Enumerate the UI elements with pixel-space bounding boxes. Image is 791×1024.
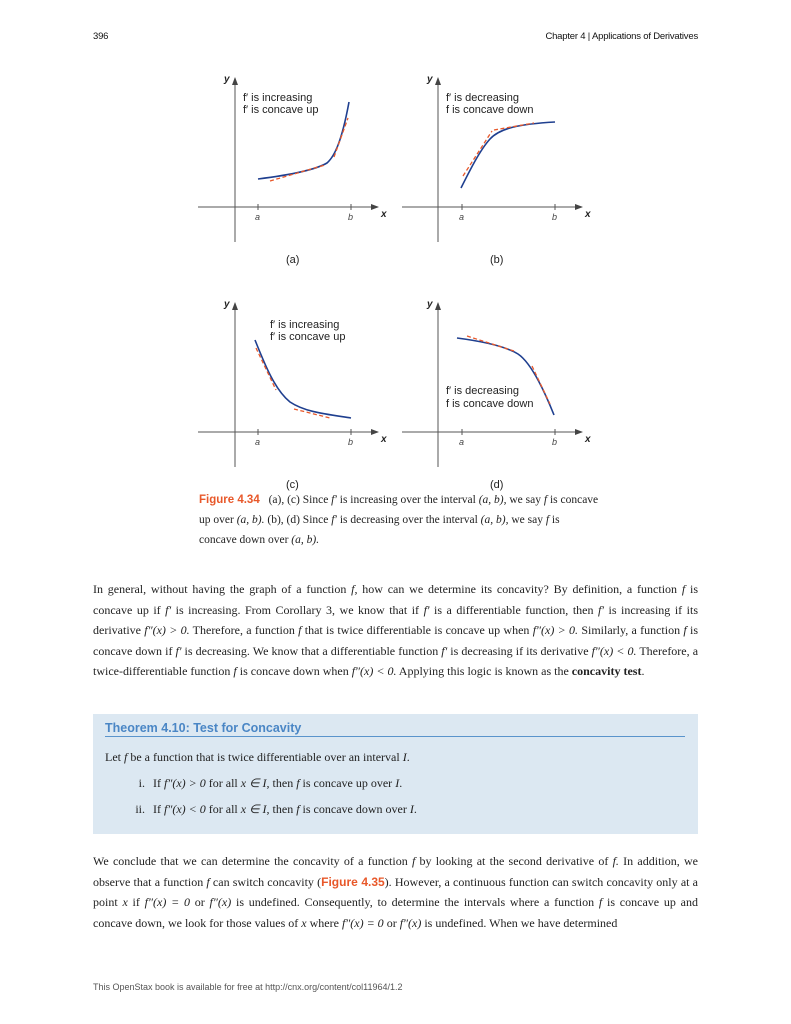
math: f. (612, 854, 619, 868)
math: f (206, 874, 210, 889)
text: we know that if (335, 602, 424, 617)
panel-a (198, 74, 387, 266)
figure-caption (199, 490, 599, 550)
key-term: concavity test (571, 664, 642, 678)
caption-text: is concave up over (199, 494, 599, 526)
text: is concave up and concave down, we look for those values of (93, 895, 699, 930)
math: f (296, 776, 300, 790)
paragraph-switch-concavity (93, 851, 698, 933)
math: f (598, 895, 603, 909)
math: x ∈ I, (240, 776, 270, 790)
tangent-line-1 (463, 131, 492, 176)
curve (461, 122, 555, 188)
math: f″(x) > 0. (532, 623, 579, 637)
caption-text: we say (511, 514, 543, 526)
panel-c (198, 299, 387, 491)
text: where (306, 915, 342, 930)
text: if (127, 895, 145, 909)
x-axis-label: x (381, 434, 387, 445)
annotation-line2: f is concave down (446, 104, 534, 116)
text: If (153, 776, 164, 790)
math: f′ (423, 602, 430, 617)
page-number: 396 (93, 31, 109, 42)
item-number: ii. (135, 802, 145, 816)
x-axis-label: x (585, 209, 591, 220)
math: f″(x) > 0. (144, 623, 190, 637)
math: f″(x) (209, 895, 232, 909)
text: how can we determine its concavity? By definition, a function (357, 582, 682, 596)
tick-label-b: b (552, 437, 558, 447)
text: . (413, 802, 417, 816)
text: . (641, 664, 645, 678)
math: f′ (441, 643, 448, 658)
tick-label-a: a (459, 212, 465, 222)
math: f″(x) < 0. (591, 643, 637, 658)
math: f (298, 623, 302, 637)
footer-license[interactable]: This OpenStax book is available for free at http://cnx.org/content/col11964/1.2 (93, 982, 403, 992)
math: f (296, 802, 300, 816)
math: f″(x) = 0 (144, 895, 190, 909)
math: x (122, 895, 128, 909)
theorem-intro (105, 744, 417, 770)
text: that is twice differentiable is concave up when (301, 623, 533, 637)
text: ). However, a continuous function can switch concavity only at a point (93, 874, 698, 909)
text: by looking at the second derivative of (415, 854, 613, 868)
tick-label-b: b (552, 212, 558, 222)
text: or (189, 895, 210, 909)
text: can switch concavity ( (209, 874, 322, 889)
text: Therefore, a twice-differentiable function (93, 643, 699, 678)
annotation-line2: f′ is concave up (270, 331, 346, 343)
text: . (399, 776, 403, 790)
x-axis-label: x (381, 209, 387, 220)
annotation-line1: f′ is increasing (270, 319, 340, 331)
curve (255, 340, 351, 418)
math: f′ (165, 602, 172, 617)
y-axis-label: y (427, 299, 433, 310)
tangent-line-2 (334, 118, 348, 157)
text: is undefined. Consequently, to determine the intervals where a function (231, 895, 599, 909)
math: (a, b). (236, 514, 265, 526)
text: is undefined. When we have determined (421, 915, 618, 930)
caption-text: is concave down over (199, 514, 560, 546)
text: Let (105, 750, 124, 764)
tick-label-a: a (255, 437, 261, 447)
text: If (153, 802, 164, 816)
caption-text: (a), (c) Since (268, 494, 329, 506)
theorem-item (105, 770, 417, 796)
math: f (233, 664, 237, 678)
text: for all (205, 776, 241, 790)
text: is concave down over (299, 802, 410, 816)
math: f, (351, 582, 358, 596)
math: f″(x) > 0 (164, 776, 206, 790)
theorem-box (93, 714, 698, 834)
math: f (543, 494, 548, 506)
text: is decreasing. We know that a differentiable function (181, 643, 442, 658)
text: then (269, 776, 297, 790)
text: be a function that is twice differentiable over an interval (127, 750, 403, 764)
text: is increasing if its derivative (93, 602, 698, 637)
math: f (124, 750, 128, 764)
math: I (402, 750, 407, 764)
math: f′ (598, 602, 604, 617)
text: Therefore, a function (189, 623, 299, 637)
figure-label: Figure 4.34 (199, 494, 260, 506)
text: . (406, 750, 410, 764)
text: is decreasing if its derivative (447, 643, 592, 658)
annotation-line2: f′ is concave up (243, 104, 319, 116)
panel-sublabel: (a) (286, 254, 300, 266)
text: We conclude that we can determine the concavity of a function (93, 854, 412, 868)
text: then (269, 802, 297, 816)
figure-4-35-link[interactable]: Figure 4.35 (321, 874, 385, 889)
theorem-title: Theorem 4.10: Test for Concavity (105, 721, 685, 737)
tick-label-a: a (459, 437, 465, 447)
tangent-line-2 (494, 123, 534, 130)
math: f (681, 582, 686, 596)
math: f″(x) < 0 (164, 802, 206, 816)
annotation-line1: f′ is decreasing (446, 92, 519, 104)
y-axis-label: y (224, 74, 230, 85)
math: (a, b). (291, 534, 320, 546)
math: (a, b), (480, 514, 509, 526)
panel-b (402, 74, 591, 266)
math: x ∈ I, (240, 802, 270, 816)
chapter-title: Chapter 4 | Applications of Derivatives (545, 31, 698, 42)
caption-text: (b), (d) Since (267, 514, 329, 526)
tick-label-b: b (348, 212, 354, 222)
theorem-body (105, 744, 417, 822)
tick-label-a: a (255, 212, 261, 222)
annotation-line2: f is concave down (446, 398, 534, 410)
text: In general, without having the graph of a function (93, 582, 352, 596)
text: for all (205, 802, 241, 816)
panel-sublabel: (b) (490, 254, 504, 266)
caption-text: is decreasing over the interval (339, 514, 478, 526)
text: is concave down if (93, 623, 699, 658)
tangent-line-1 (256, 348, 276, 390)
caption-text: is increasing over the interval (339, 494, 476, 506)
text: is concave up if (93, 582, 698, 617)
text: Applying this logic is known as the (396, 664, 572, 678)
math: f″(x) < 0. (351, 664, 397, 678)
tangent-line-1 (270, 165, 325, 181)
text: is a differentiable function, then (429, 602, 598, 617)
panel-d (402, 299, 591, 491)
text: Similarly, a function (578, 623, 684, 637)
annotation-line1: f′ is decreasing (446, 385, 519, 397)
math: f″(x) = 0 (341, 915, 384, 930)
panel-sublabel: (c) (286, 479, 299, 491)
text: In addition, we observe that a function (93, 854, 698, 889)
panel-sublabel: (d) (490, 479, 504, 491)
math: f (411, 854, 416, 868)
math: f (545, 514, 550, 526)
tick-label-b: b (348, 437, 354, 447)
math: f (683, 623, 687, 637)
text: or (383, 915, 400, 930)
math: (a, b), (478, 494, 507, 506)
math: I (409, 802, 414, 816)
math: x (301, 915, 307, 930)
y-axis-label: y (224, 299, 230, 310)
paragraph-concavity-intro (93, 579, 698, 682)
caption-text: we say (509, 494, 541, 506)
x-axis-label: x (585, 434, 591, 445)
math: f′ (331, 494, 337, 506)
math: I (395, 776, 400, 790)
text: is concave down when (236, 664, 352, 678)
math: 3, (326, 602, 336, 617)
text: is increasing. From Corollary (171, 602, 327, 617)
tangent-line-2 (532, 366, 550, 404)
math: f″(x) (399, 915, 422, 930)
text: is concave up over (299, 776, 396, 790)
y-axis-label: y (427, 74, 433, 85)
theorem-item (105, 796, 417, 822)
math: f′ (331, 514, 337, 526)
math: f′ (175, 643, 182, 658)
item-number: i. (138, 776, 145, 790)
annotation-line1: f′ is increasing (243, 92, 313, 104)
